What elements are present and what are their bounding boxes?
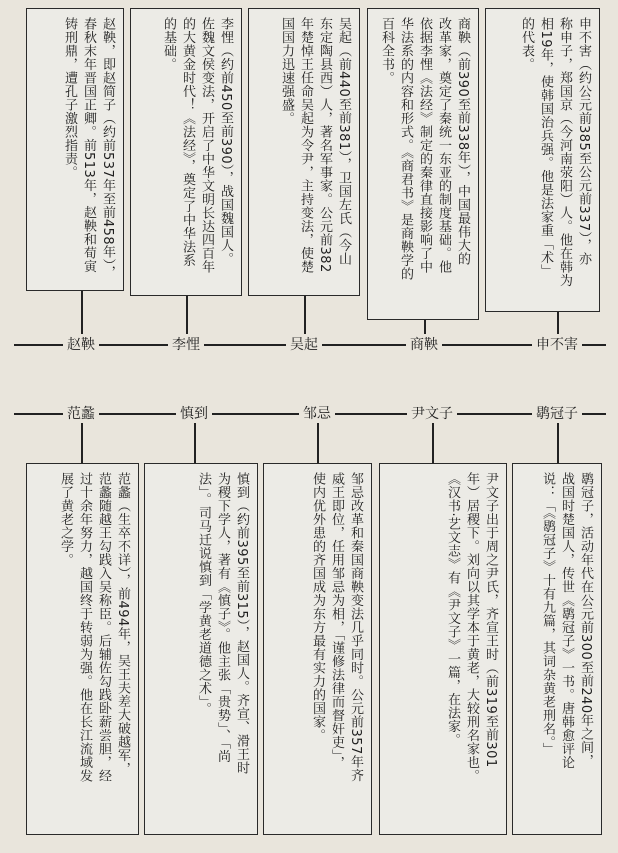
figure-text-column: 改革家，奠定了秦统一东亚的制度基础。他 xyxy=(436,17,451,274)
figure-text-column: 战国时楚国人，传世《鹖冠子》一书。唐韩愈评论 xyxy=(559,472,574,769)
figure-card-bottom-2 xyxy=(379,463,507,835)
figure-text-column: 赵鞅，即赵简子（约前537年至前458年）， xyxy=(100,17,115,280)
figure-text-column: 申不害（约公元前385至公元前337），亦 xyxy=(576,17,591,266)
figure-text-column: 的大黄金时代！《法经》，奠定了中华法系 xyxy=(180,17,195,267)
figure-card-top-3 xyxy=(248,8,360,296)
figure-text-column: 华法系的内容和形式。《商君书》是商鞅学的 xyxy=(398,17,413,281)
figure-text-column: 称申子，郑国京（今河南荥阳）人。他在韩为 xyxy=(557,17,572,287)
figure-card-top-1 xyxy=(485,8,600,312)
figure-name-label: 鹖冠子 xyxy=(532,403,582,423)
figure-name-label: 赵鞅 xyxy=(63,334,99,354)
figure-text-column: 威王即位，任用邹忌为相，「谨修法律而督奸吏」， xyxy=(329,472,344,770)
figure-text-column: 相19年，使韩国治兵强。他是法家重「术」 xyxy=(538,17,553,278)
figure-text-column: 佐魏文侯变法，开启了中华文明长达四百年 xyxy=(199,17,214,274)
figure-text-column: 尹文子出于周之尹氏，齐宣王时（前319至前301 xyxy=(483,472,498,768)
figure-text-column: 的代表。 xyxy=(519,17,534,71)
figure-text-column: 鹖冠子，活动年代在公元前300至前240年之间， xyxy=(578,472,593,768)
figure-text-column: 慎到（约前395至前315），赵国人。齐宣、滑王时 xyxy=(234,472,249,775)
figure-text-column: 年）居稷下。刘向以其学本于黄老，大较刑名家也。 xyxy=(464,472,479,783)
figure-text-column: 范蠡随越王勾践入吴称臣。后辅佐勾践卧薪尝胆，经 xyxy=(96,472,111,783)
figure-name-label: 邹忌 xyxy=(299,403,335,423)
figure-text-column: 百科全书。 xyxy=(379,17,394,85)
figure-name-label: 李悝 xyxy=(168,334,204,354)
figure-card-bottom-5 xyxy=(26,463,139,835)
figure-text-column: 铸刑鼎，遭孔子激烈指责。 xyxy=(62,17,77,179)
figure-text-column: 《汉书·艺文志》有《尹文子》一篇，在法家。 xyxy=(445,472,460,747)
figure-card-top-2 xyxy=(367,8,479,320)
figure-name-label: 吴起 xyxy=(286,334,322,354)
figure-name-label: 范蠡 xyxy=(63,403,99,423)
figure-card-top-4 xyxy=(130,8,242,296)
figure-card-top-5 xyxy=(26,8,124,291)
figure-name-label: 尹文子 xyxy=(407,403,457,423)
figure-name-label: 商鞅 xyxy=(406,334,442,354)
figure-name-label: 慎到 xyxy=(176,403,212,423)
figure-text-column: 说：「《鹖冠子》十有九篇，其词杂黄老刑名。」 xyxy=(540,472,555,756)
figure-text-column: 国国力迅速强盛。 xyxy=(279,17,294,125)
figure-name-label: 申不害 xyxy=(532,334,582,354)
figure-text-column: 展了黄老之学。 xyxy=(58,472,73,567)
figure-text-column: 为稷下学人，著有《慎子》。他主张「贵势」、「尚 xyxy=(215,472,230,763)
figure-card-bottom-3 xyxy=(263,463,372,835)
figure-text-column: 春秋末年晋国正卿。前513年，赵鞅和荀寅 xyxy=(81,17,96,273)
figure-text-column: 东定陶县西）人，著名军事家。公元前382 xyxy=(317,17,332,273)
figure-text-column: 商鞅（前390至前338年），中国最伟大的 xyxy=(455,17,470,266)
figure-text-column: 吴起（前440至前381），卫国左氏（今山 xyxy=(336,17,351,266)
figure-text-column: 过十余年努力，越国终于转弱为强。他在长江流域发 xyxy=(77,472,92,783)
figure-text-column: 范蠡（生卒不详），前494年，吴王夫差大破越军， xyxy=(115,472,130,776)
figure-text-column: 年楚悼王任命吴起为令尹，主持变法，使楚 xyxy=(298,17,313,274)
figure-text-column: 法」。司马迁说慎到「学黄老道德之术」。 xyxy=(196,472,211,716)
figure-text-column: 邹忌改革和秦国商鞅变法几乎同时。公元前357年齐 xyxy=(348,472,363,782)
figure-text-column: 依据李悝《法经》制定的秦律直接影响了中 xyxy=(417,17,432,274)
figure-text-column: 使内优外患的齐国成为东方最有实力的国家。 xyxy=(310,472,325,742)
figure-card-bottom-4 xyxy=(144,463,258,835)
figure-text-column: 的基础。 xyxy=(161,17,176,71)
figure-card-bottom-1 xyxy=(512,463,602,835)
figure-text-column: 李悝（约前450至前390），战国魏国人。 xyxy=(218,17,233,266)
